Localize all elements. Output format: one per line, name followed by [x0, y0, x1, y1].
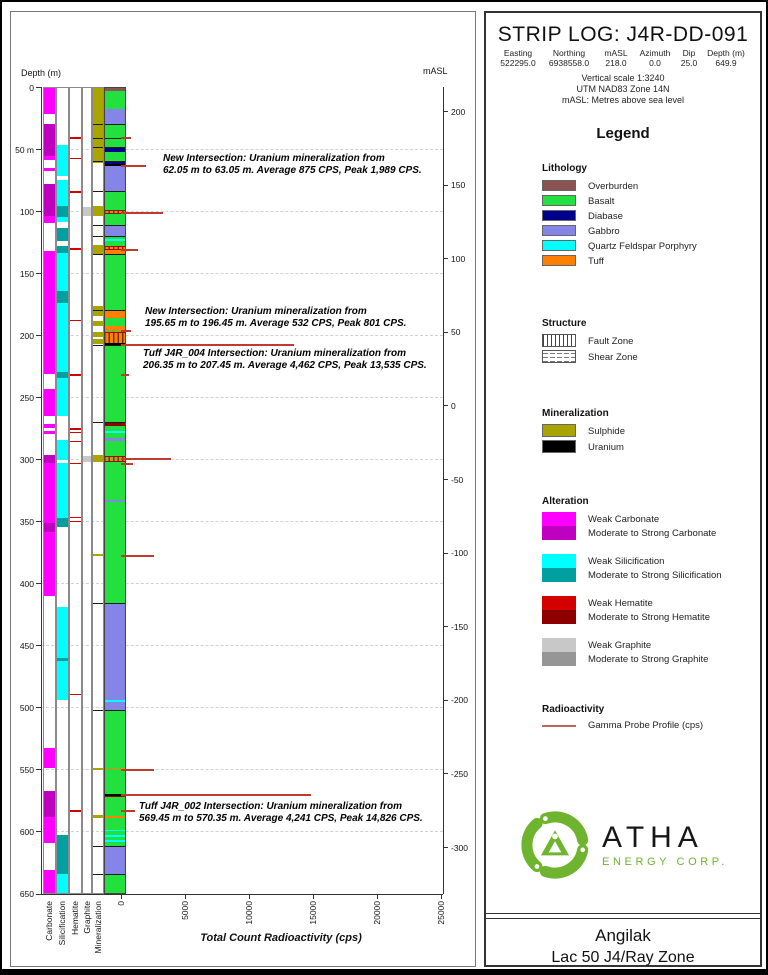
company-logo [486, 808, 760, 882]
depth-tick-label: 550 [19, 764, 34, 775]
annotation-line: Tuff J4R_004 Intersection: Uranium mineralization from [143, 348, 407, 359]
mineralization-column-frame [92, 87, 104, 894]
coord-header: Dip [682, 48, 696, 58]
zone-name: Lac 50 J4/Ray Zone [551, 949, 695, 966]
lithology-swatch-label: Overburden [588, 181, 639, 192]
masl-tick-label: -50 [451, 474, 464, 485]
hematite-column-label: Hematite [70, 901, 80, 936]
coord-header: Easting [503, 48, 533, 58]
depth-axis-label: Depth (m) [21, 68, 62, 78]
cps-tick-label: 25000 [436, 901, 446, 925]
lithology-swatch [542, 225, 576, 236]
masl-tick-label: -200 [451, 695, 469, 706]
masl-tick [443, 700, 448, 701]
gamma-spike [121, 555, 154, 557]
annotation-line: 62.05 m to 63.05 m. Average 875 CPS, Peak 1,989 CPS. [163, 164, 422, 176]
masl-tick-label: -150 [451, 621, 469, 632]
fault-zone-label: Fault Zone [588, 336, 634, 347]
gamma-spike [121, 249, 138, 251]
gamma-spike [121, 810, 135, 812]
mineralization-swatch [542, 424, 576, 437]
legend-section-structure: Structure [542, 318, 587, 329]
depth-tick [36, 459, 41, 460]
silicification-column-frame [56, 87, 69, 894]
fault-zone-swatch [542, 334, 576, 347]
gamma-spike [121, 769, 154, 771]
gamma-spike [121, 212, 163, 214]
coord-header: mASL [604, 48, 628, 58]
atha-logo-text [602, 820, 728, 868]
depth-tick [36, 397, 41, 398]
mineralization-column-label: Mineralization [92, 901, 103, 954]
radioactivity-axis-title: Total Count Radioactivity (cps) [200, 932, 362, 944]
masl-tick-label: 100 [451, 253, 466, 264]
depth-tick-label: 50 m [15, 144, 34, 155]
alteration-weak-label: Weak Carbonate [588, 514, 660, 525]
annotation-line: 569.45 m to 570.35 m. Average 4,241 CPS, Peak 14,826 CPS. [139, 812, 423, 824]
cps-axis-line [41, 894, 443, 895]
alteration-swatch-strong [542, 526, 576, 540]
depth-tick [36, 335, 41, 336]
depth-tick [36, 583, 41, 584]
shear-zone-label: Shear Zone [588, 352, 638, 363]
strip-log-panel [10, 11, 476, 967]
footer-divider [486, 913, 760, 914]
depth-tick [36, 87, 41, 88]
coord-value: 6938558.0 [548, 58, 590, 68]
cps-tick-label: 15000 [308, 901, 318, 925]
alteration-weak-label: Weak Hematite [588, 598, 653, 609]
scale-note-3: mASL: Metres above sea level [561, 95, 685, 105]
alteration-swatch-weak [542, 512, 576, 526]
footer-divider-inner [486, 918, 760, 919]
legend-title: Legend [596, 125, 650, 142]
lithology-swatch-label: Tuff [588, 256, 604, 267]
gamma-spike [121, 137, 131, 139]
alteration-swatch-strong [542, 652, 576, 666]
cps-tick-label: 5000 [180, 901, 190, 920]
lithology-swatch-label: Basalt [588, 196, 615, 207]
depth-tick-label: 150 [19, 268, 34, 279]
depth-tick [36, 149, 41, 150]
alteration-strong-label: Moderate to Strong Carbonate [588, 528, 717, 539]
depth-tick-label: 400 [19, 578, 34, 589]
alteration-strong-label: Moderate to Strong Hematite [588, 612, 710, 623]
depth-tick [36, 831, 41, 832]
legend-section-mineralization: Mineralization [542, 408, 609, 419]
alteration-weak-label: Weak Silicification [588, 556, 665, 567]
alteration-swatch-strong [542, 610, 576, 624]
masl-tick [443, 847, 448, 848]
alteration-strong-label: Moderate to Strong Graphite [588, 654, 709, 665]
alteration-weak-label: Weak Graphite [588, 640, 652, 651]
gamma-spike [121, 330, 131, 332]
alteration-strong-label: Moderate to Strong Silicification [588, 570, 722, 581]
cps-tick [377, 894, 378, 899]
coordinate-headers [496, 48, 750, 58]
gamma-spike [121, 463, 133, 465]
gamma-line-swatch [542, 725, 576, 727]
alteration-swatch-weak [542, 554, 576, 568]
intersection-annotation [139, 801, 423, 824]
depth-tick-label: 300 [19, 454, 34, 465]
depth-tick-label: 350 [19, 516, 34, 527]
shear-zone-swatch [542, 350, 576, 363]
mineralization-swatch-label: Sulphide [588, 426, 625, 437]
masl-tick-label: 200 [451, 106, 466, 117]
cps-tick-label: 0 [116, 901, 126, 906]
lithology-swatch [542, 180, 576, 191]
intersection-annotation [143, 348, 427, 371]
depth-axis-line [41, 87, 42, 894]
coord-value: 218.0 [605, 58, 627, 68]
masl-tick [443, 773, 448, 774]
masl-tick [443, 185, 448, 186]
lithology-swatch [542, 255, 576, 266]
alteration-swatch-weak [542, 596, 576, 610]
annotation-line: New Intersection: Uranium mineralization from [163, 153, 385, 164]
cps-tick-label: 20000 [372, 901, 382, 925]
coord-value: 522295.0 [500, 58, 536, 68]
masl-axis-label: mASL [423, 66, 448, 76]
depth-tick-label: 100 [19, 206, 34, 217]
depth-tick [36, 273, 41, 274]
masl-tick [443, 111, 448, 112]
cps-tick [121, 894, 122, 899]
cps-tick [185, 894, 186, 899]
annotation-line: 206.35 m to 207.45 m. Average 4,462 CPS, Peak 13,535 CPS. [143, 359, 427, 371]
intersection-annotation [145, 306, 406, 329]
lithology-swatch-label: Gabbro [588, 226, 620, 237]
annotation-line: 195.65 m to 196.45 m. Average 532 CPS, Peak 801 CPS. [145, 317, 407, 329]
coord-header: Depth (m) [707, 48, 745, 58]
cps-tick [441, 894, 442, 899]
depth-tick-label: 450 [19, 640, 34, 651]
gamma-spike [121, 794, 311, 796]
coord-value: 0.0 [649, 58, 661, 68]
lithology-swatch-label: Quartz Feldspar Porphyry [588, 241, 697, 252]
depth-tick [36, 521, 41, 522]
depth-tick-label: 500 [19, 702, 34, 713]
gamma-spike [121, 374, 129, 376]
carbonate-column-label: Carbonate [44, 901, 54, 941]
coord-value: 649.9 [715, 58, 737, 68]
depth-tick [36, 211, 41, 212]
depth-tick-label: 200 [19, 330, 34, 341]
legend-section-lithology: Lithology [542, 163, 587, 174]
depth-tick-label: 250 [19, 392, 34, 403]
gamma-spike [121, 165, 146, 167]
coordinate-values [496, 58, 750, 68]
gamma-line-label: Gamma Probe Profile (cps) [588, 720, 704, 731]
alteration-swatch-strong [542, 568, 576, 582]
legend-section-radioactivity: Radioactivity [542, 704, 605, 715]
masl-tick-label: -250 [451, 768, 469, 779]
depth-tick-label: 600 [19, 826, 34, 837]
silicification-column-label: Silicification [57, 901, 67, 946]
depth-tick-label: 0 [29, 82, 34, 93]
cps-tick [249, 894, 250, 899]
annotation-line: New Intersection: Uranium mineralization from [145, 306, 367, 317]
coord-header: Azimuth [639, 48, 671, 58]
lithology-column-frame [104, 87, 126, 894]
masl-tick [443, 553, 448, 554]
graphite-column-label: Graphite [81, 901, 92, 934]
masl-tick-label: 150 [451, 180, 466, 191]
masl-tick-label: -300 [451, 842, 469, 853]
gamma-spike [121, 344, 294, 346]
lithology-swatch [542, 195, 576, 206]
annotation-line: Tuff J4R_002 Intersection: Uranium mineralization from [139, 801, 403, 812]
gamma-spike [121, 458, 171, 460]
carbonate-column-frame [43, 87, 56, 894]
masl-tick [443, 258, 448, 259]
cps-tick [313, 894, 314, 899]
scale-note-1: Vertical scale 1:3240 [581, 73, 665, 83]
legend-section-alteration: Alteration [542, 496, 589, 507]
coord-value: 25.0 [680, 58, 698, 68]
hematite-column-frame [69, 87, 82, 894]
atha-logo-icon [518, 808, 592, 882]
intersection-annotation [163, 153, 422, 176]
masl-tick-label: 0 [451, 400, 456, 411]
mineralization-swatch-label: Uranium [588, 442, 624, 453]
masl-tick-label: -100 [451, 548, 469, 559]
coord-header: Northing [552, 48, 586, 58]
masl-tick [443, 626, 448, 627]
lithology-swatch [542, 240, 576, 251]
lithology-swatch [542, 210, 576, 221]
scale-note-2: UTM NAD83 Zone 14N [576, 84, 670, 94]
logo-subtitle: ENERGY CORP. [602, 855, 728, 868]
graphite-column-frame [82, 87, 92, 894]
cps-tick-label: 10000 [244, 901, 254, 925]
alteration-swatch-weak [542, 638, 576, 652]
project-name: Angilak [595, 926, 651, 945]
depth-tick [36, 769, 41, 770]
masl-tick [443, 332, 448, 333]
logo-name: ATHA [602, 820, 704, 854]
lithology-swatch-label: Diabase [588, 211, 623, 222]
info-panel [484, 11, 762, 967]
masl-tick-label: 50 [451, 327, 461, 338]
mineralization-swatch [542, 440, 576, 453]
sheet-title: STRIP LOG: J4R-DD-091 [497, 23, 749, 46]
depth-tick [36, 645, 41, 646]
depth-tick [36, 707, 41, 708]
masl-tick [443, 479, 448, 480]
masl-tick [443, 405, 448, 406]
log-plot-area [11, 12, 475, 966]
depth-tick-label: 650 [19, 889, 34, 899]
